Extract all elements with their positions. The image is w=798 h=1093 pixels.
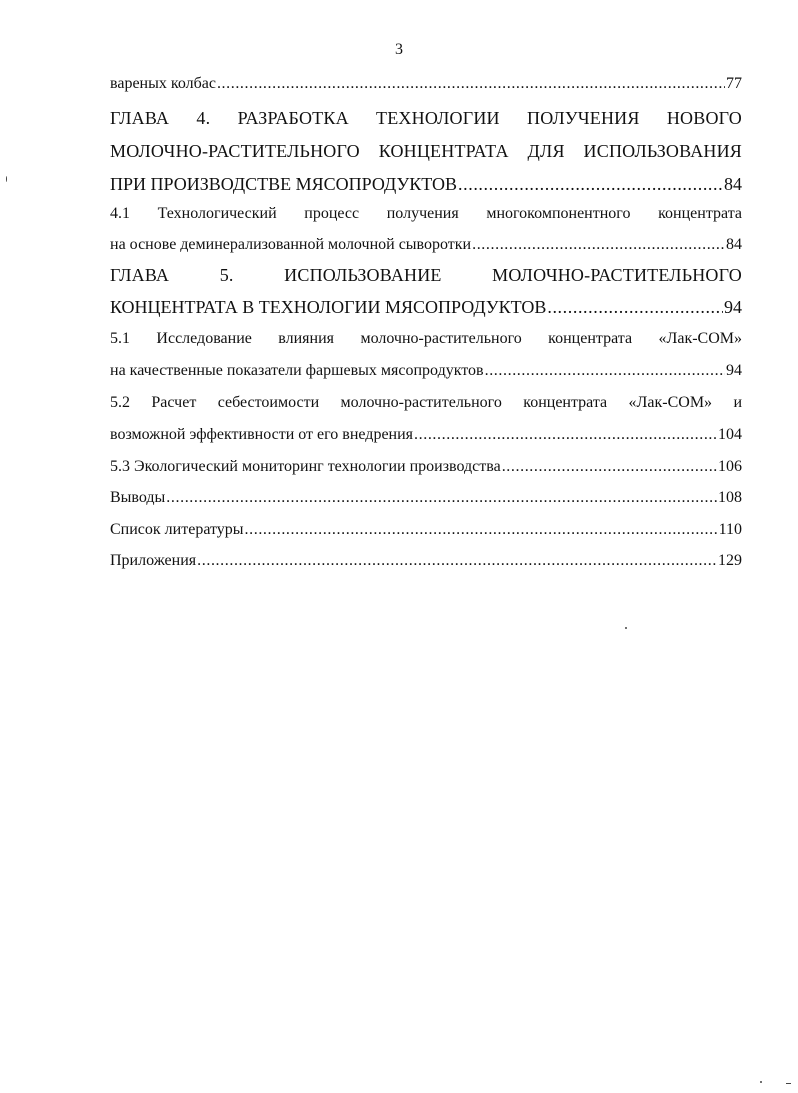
- toc-section-5-2-line-1: 5.2 Расчет себестоимости молочно-растительного концентрата «Лак-СОМ» и: [110, 394, 742, 411]
- toc-section-4-1-line-2: [110, 237, 742, 253]
- scan-speck: [760, 1081, 762, 1083]
- toc-entry-text: ПРИ ПРОИЗВОДСТВЕ МЯСОПРОДУКТОВ: [110, 174, 458, 194]
- toc-leader-dots: [485, 363, 725, 379]
- toc-page-number: 84: [724, 174, 742, 194]
- toc-page-number: 106: [718, 458, 742, 475]
- toc-chapter-5-line-1: ГЛАВА 5. ИСПОЛЬЗОВАНИЕ МОЛОЧНО-РАСТИТЕЛЬНОГО: [110, 265, 742, 285]
- toc-page-number: 77: [726, 75, 742, 92]
- toc-entry-boiled-sausages: [110, 76, 742, 92]
- toc-entry-text: Список литературы: [110, 521, 244, 538]
- toc-appendices: [110, 553, 742, 569]
- toc-leader-dots: [217, 76, 725, 92]
- toc-page-number: 94: [724, 297, 742, 317]
- page-number: 3: [395, 41, 403, 58]
- toc-leader-dots: [414, 427, 717, 443]
- toc-entry-text: возможной эффективности от его внедрения: [110, 426, 414, 443]
- toc-chapter-4-line-1: ГЛАВА 4. РАЗРАБОТКА ТЕХНОЛОГИИ ПОЛУЧЕНИЯ НОВОГО: [110, 108, 742, 128]
- toc-leader-dots: [245, 522, 718, 538]
- toc-conclusions: [110, 490, 742, 506]
- toc-section-5-3: [110, 459, 742, 475]
- toc-entry-text: Выводы: [110, 489, 166, 506]
- scan-speck: [6, 176, 7, 182]
- toc-chapter-4-line-3: [110, 175, 742, 193]
- toc-entry-text: на основе деминерализованной молочной сыворотки: [110, 236, 472, 253]
- toc-references: [110, 522, 742, 538]
- toc-page-number: 110: [718, 521, 742, 538]
- toc-page-number: 94: [726, 362, 742, 379]
- toc-page-number: 84: [726, 236, 742, 253]
- toc-leader-dots: [472, 237, 725, 253]
- toc-leader-dots: [197, 553, 717, 569]
- toc-leader-dots: [166, 490, 717, 506]
- scan-speck: [625, 627, 627, 629]
- toc-page-number: 104: [718, 426, 742, 443]
- toc-chapter-5-line-2: [110, 298, 742, 316]
- toc-section-5-2-line-2: [110, 427, 742, 443]
- toc-entry-text: Приложения: [110, 552, 197, 569]
- toc-page-number: 108: [718, 489, 742, 506]
- toc-leader-dots: [502, 459, 717, 475]
- scan-speck: [786, 1083, 791, 1084]
- toc-chapter-4-line-2: МОЛОЧНО-РАСТИТЕЛЬНОГО КОНЦЕНТРАТА ДЛЯ ИСПОЛЬЗОВАНИЯ: [110, 141, 742, 161]
- toc-entry-text: 5.3 Экологический мониторинг технологии производства: [110, 458, 501, 475]
- toc-section-4-1-line-1: 4.1 Технологический процесс получения многокомпонентного концентрата: [110, 205, 742, 222]
- toc-leader-dots: [458, 175, 723, 193]
- toc-entry-text: вареных колбас: [110, 75, 216, 92]
- toc-page-number: 129: [718, 552, 742, 569]
- toc-section-5-1-line-2: [110, 363, 742, 379]
- toc-entry-text: КОНЦЕНТРАТА В ТЕХНОЛОГИИ МЯСОПРОДУКТОВ: [110, 297, 547, 317]
- toc-leader-dots: [547, 298, 723, 316]
- toc-section-5-1-line-1: 5.1 Исследование влияния молочно-растительного концентрата «Лак-СОМ»: [110, 330, 742, 347]
- toc-entry-text: на качественные показатели фаршевых мясопродуктов: [110, 362, 484, 379]
